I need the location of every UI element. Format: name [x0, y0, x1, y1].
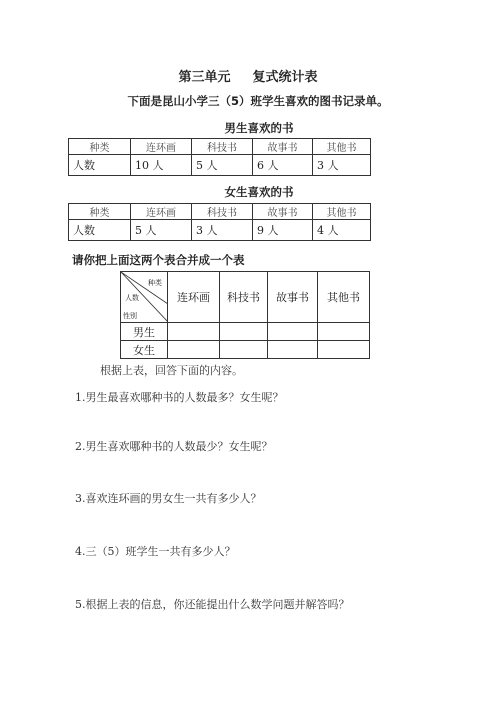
- diagonal-header-cell: [121, 272, 168, 323]
- header-cell: 连环画: [131, 204, 192, 220]
- girls-table: [68, 203, 371, 241]
- table-row: [69, 155, 371, 176]
- header-cell: 故事书: [253, 139, 313, 155]
- row-label: 人数: [69, 155, 131, 176]
- unit-label: 第三单元: [178, 70, 231, 85]
- value-cell: 5 人: [131, 220, 192, 241]
- blank-cell[interactable]: [220, 323, 268, 341]
- blank-cell[interactable]: [168, 341, 220, 359]
- merge-prompt: 请你把上面这两个表合并成一个表: [72, 253, 245, 267]
- boys-table-caption: 男生喜欢的书: [224, 121, 294, 135]
- merged-table: [120, 271, 370, 359]
- question-4: 4.三（5）班学生一共有多少人？: [75, 545, 236, 558]
- table-header-row: [69, 204, 371, 220]
- header-cell: 科技书: [192, 139, 253, 155]
- column-header: 连环画: [168, 272, 220, 323]
- blank-cell[interactable]: [318, 323, 370, 341]
- corner-category-label: 种类: [148, 279, 162, 287]
- table-row: [121, 341, 370, 359]
- value-cell: 6 人: [253, 155, 313, 176]
- value-cell: 3 人: [192, 220, 253, 241]
- blank-cell[interactable]: [220, 341, 268, 359]
- row-label: 男生: [121, 323, 168, 341]
- header-cell: 连环画: [131, 139, 192, 155]
- value-cell: 5 人: [192, 155, 253, 176]
- header-cell: 科技书: [192, 204, 253, 220]
- header-cell: 其他书: [313, 204, 371, 220]
- column-header: 故事书: [268, 272, 318, 323]
- instruction-text: 根据上表，回答下面的内容。: [100, 364, 243, 377]
- column-header: 其他书: [318, 272, 370, 323]
- blank-cell[interactable]: [268, 341, 318, 359]
- row-label: 女生: [121, 341, 168, 359]
- row-label: 人数: [69, 220, 131, 241]
- blank-cell[interactable]: [168, 323, 220, 341]
- page-title: [0, 66, 496, 85]
- girls-table-caption: 女生喜欢的书: [224, 185, 294, 199]
- boys-table: [68, 138, 371, 176]
- table-header-row: [69, 139, 371, 155]
- header-cell: 其他书: [313, 139, 371, 155]
- question-2: 2.男生喜欢哪种书的人数最少？女生呢？: [75, 440, 273, 453]
- value-cell: 4 人: [313, 220, 371, 241]
- value-cell: 3 人: [313, 155, 371, 176]
- topic-label: 复式统计表: [252, 70, 318, 85]
- question-3: 3.喜欢连环画的男女生一共有多少人？: [75, 492, 262, 505]
- corner-count-label: 人数: [125, 294, 139, 302]
- header-cell: 种类: [69, 139, 131, 155]
- table-row: [69, 220, 371, 241]
- corner-gender-label: 性别: [123, 312, 137, 320]
- value-cell: 9 人: [253, 220, 313, 241]
- table-row: [121, 323, 370, 341]
- blank-cell[interactable]: [268, 323, 318, 341]
- column-header: 科技书: [220, 272, 268, 323]
- intro-text: 下面是昆山小学三（5）班学生喜欢的图书记录单。: [127, 94, 389, 108]
- blank-cell[interactable]: [318, 341, 370, 359]
- value-cell: 10 人: [131, 155, 192, 176]
- question-5: 5.根据上表的信息，你还能提出什么数学问题并解答吗？: [75, 598, 350, 611]
- header-cell: 种类: [69, 204, 131, 220]
- header-cell: 故事书: [253, 204, 313, 220]
- table-header-row: [121, 272, 370, 323]
- question-1: 1.男生最喜欢哪种书的人数最多？女生呢？: [75, 391, 284, 404]
